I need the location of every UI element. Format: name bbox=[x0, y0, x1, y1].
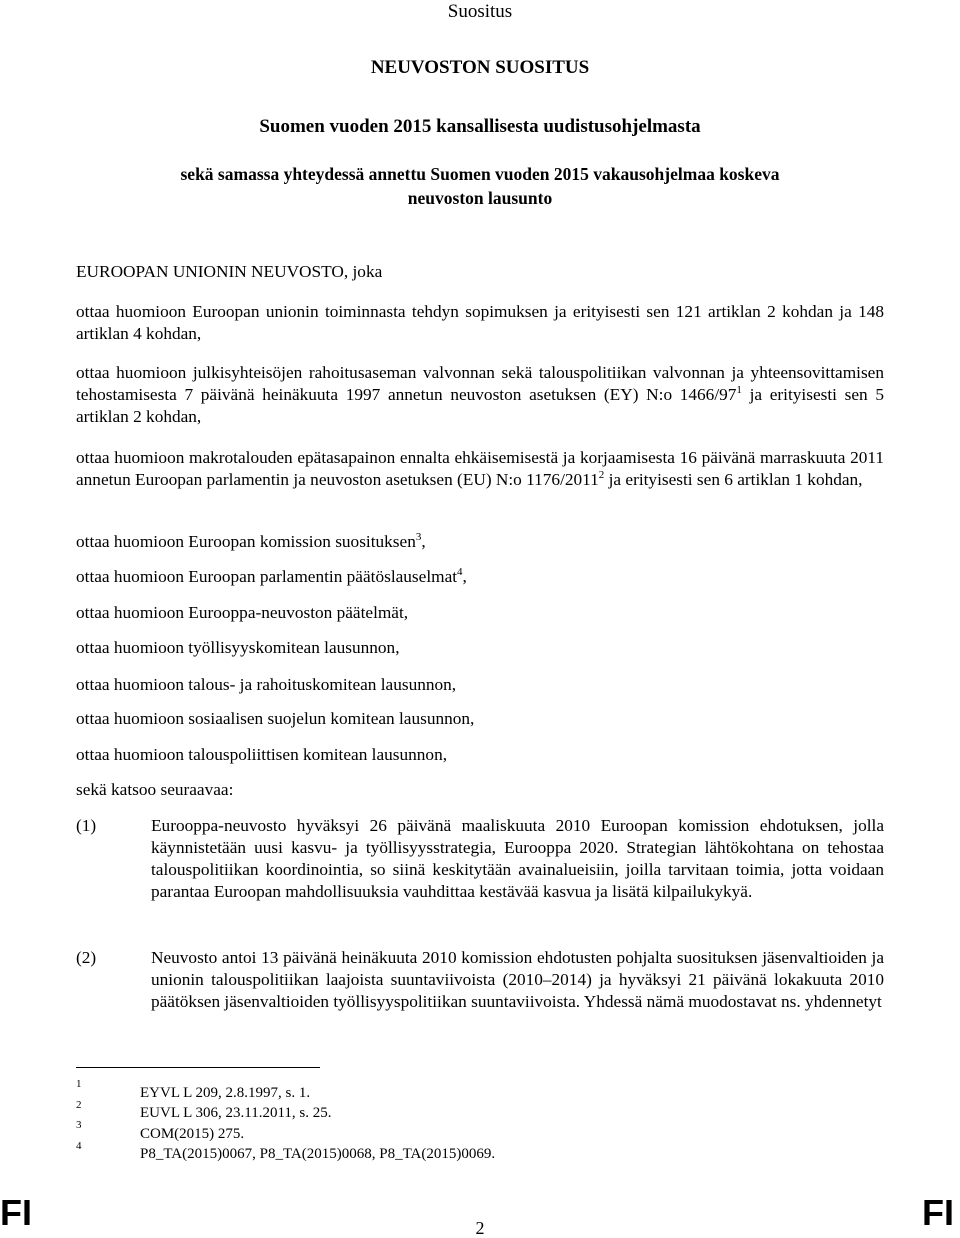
page-number: 2 bbox=[475, 1218, 485, 1238]
preamble-citation-10: ottaa huomioon talouspoliittisen komitean lausunnon, bbox=[76, 745, 448, 764]
footnote-text: P8_TA(2015)0067, P8_TA(2015)0068, P8_TA(2015)0069. bbox=[140, 1146, 496, 1162]
recital-text: Neuvosto antoi 13 päivänä heinäkuuta 2010 komission ehdotusten pohjalta suosituksen jäsenvaltioiden ja unionin talouspolitiikan laajoista suuntaviivoista (2010–2014) ja hyväksyi 21 päivänä lokakuuta 2010 päätöksen jäsenvaltioiden työllisyyspolitiikan suuntaviivoista. Yhdessä nämä muodostavat ns. yhdennetyt bbox=[151, 948, 884, 1011]
preamble-intro: EUROOPAN UNIONIN NEUVOSTO, joka bbox=[76, 262, 383, 281]
main-title: NEUVOSTON SUOSITUS bbox=[370, 57, 590, 78]
footnote-separator bbox=[76, 1067, 320, 1068]
footnote-number: 4 bbox=[76, 1140, 82, 1152]
footnote-ref: 2 bbox=[598, 469, 605, 481]
recital-text: Eurooppa-neuvosto hyväksyi 26 päivänä maaliskuuta 2010 Euroopan komission ehdotuksen, jolla käynnistetään uusi kasvu- ja työllisyysstrategia, Eurooppa 2020. Strategian lähtökohtana on tehostaa talouspolitiikan koordinointia, so siinä keskitytään avainalueisiin, joilla tarvitaan toimia, jotta voidaan parantaa Euroopan mahdollisuuksia vauhdittaa kestävää kasvua ja lisätä kilpailukykyä. bbox=[151, 816, 884, 901]
footnote-text: EYVL L 209, 2.8.1997, s. 1. bbox=[140, 1085, 311, 1101]
preamble-citation-8: ottaa huomioon talous- ja rahoituskomitean lausunnon, bbox=[76, 675, 457, 694]
preamble-citation-9: ottaa huomioon sosiaalisen suojelun komitean lausunnon, bbox=[76, 709, 475, 728]
footnote-text: EUVL L 306, 23.11.2011, s. 25. bbox=[140, 1105, 332, 1121]
preamble-whereas: sekä katsoo seuraavaa: bbox=[76, 780, 234, 799]
subtitle: Suomen vuoden 2015 kansallisesta uudistusohjelmasta bbox=[259, 116, 701, 137]
subtitle-line-2: neuvoston lausunto bbox=[407, 188, 553, 208]
preamble-citation-2: ottaa huomioon julkisyhteisöjen rahoitusaseman valvonnan sekä talouspolitiikan valvonnan ja yhteensovittamisen tehostamisesta 7 päivänä heinäkuuta 1997 annetun neuvoston asetuksen (EY) N:o $1466/97^1$ ja erityisesti sen 5 artiklan 2 kohdan, bbox=[76, 363, 884, 426]
document-type-label: Suositus bbox=[447, 1, 513, 22]
recital-number: (2) bbox=[76, 948, 97, 967]
language-code-right: FI bbox=[922, 1192, 954, 1233]
footnote-number: 3 bbox=[76, 1119, 82, 1131]
language-code-left: FI bbox=[0, 1192, 32, 1233]
preamble-citation-1: ottaa huomioon Euroopan unionin toiminnasta tehdyn sopimuksen ja erityisesti sen 121 artiklan 2 kohdan ja 148 artiklan 4 kohdan, bbox=[76, 302, 884, 343]
footnote-ref: 1 bbox=[736, 384, 742, 396]
preamble-citation-4: ottaa huomioon Euroopan komission suosituksen$^3$, bbox=[76, 531, 426, 551]
footnote-number: 2 bbox=[76, 1099, 82, 1111]
preamble-citation-7: ottaa huomioon työllisyyskomitean lausunnon, bbox=[76, 638, 400, 657]
footnote-number: 1 bbox=[76, 1078, 82, 1090]
subtitle-line-1: sekä samassa yhteydessä annettu Suomen vuoden 2015 vakausohjelmaa koskeva bbox=[180, 164, 780, 184]
footnote-ref: 3 bbox=[415, 531, 422, 543]
footnote-text: COM(2015) 275. bbox=[140, 1126, 245, 1142]
recital-number: (1) bbox=[76, 816, 97, 835]
preamble-citation-5: ottaa huomioon Euroopan parlamentin päätöslauselmat$^4$, bbox=[76, 566, 467, 586]
preamble-citation-6: ottaa huomioon Eurooppa-neuvoston päätelmät, bbox=[76, 603, 409, 622]
preamble-citation-3: ottaa huomioon makrotalouden epätasapainon ennalta ehkäisemisestä ja korjaamisesta 16 päivänä marraskuuta 2011 annetun Euroopan parlamentin ja neuvoston asetuksen (EU) N:o 1176/2011$^2$ ja erityisesti sen 6 artiklan 1 kohdan, bbox=[76, 448, 884, 489]
footnote-ref: 4 bbox=[457, 566, 463, 578]
